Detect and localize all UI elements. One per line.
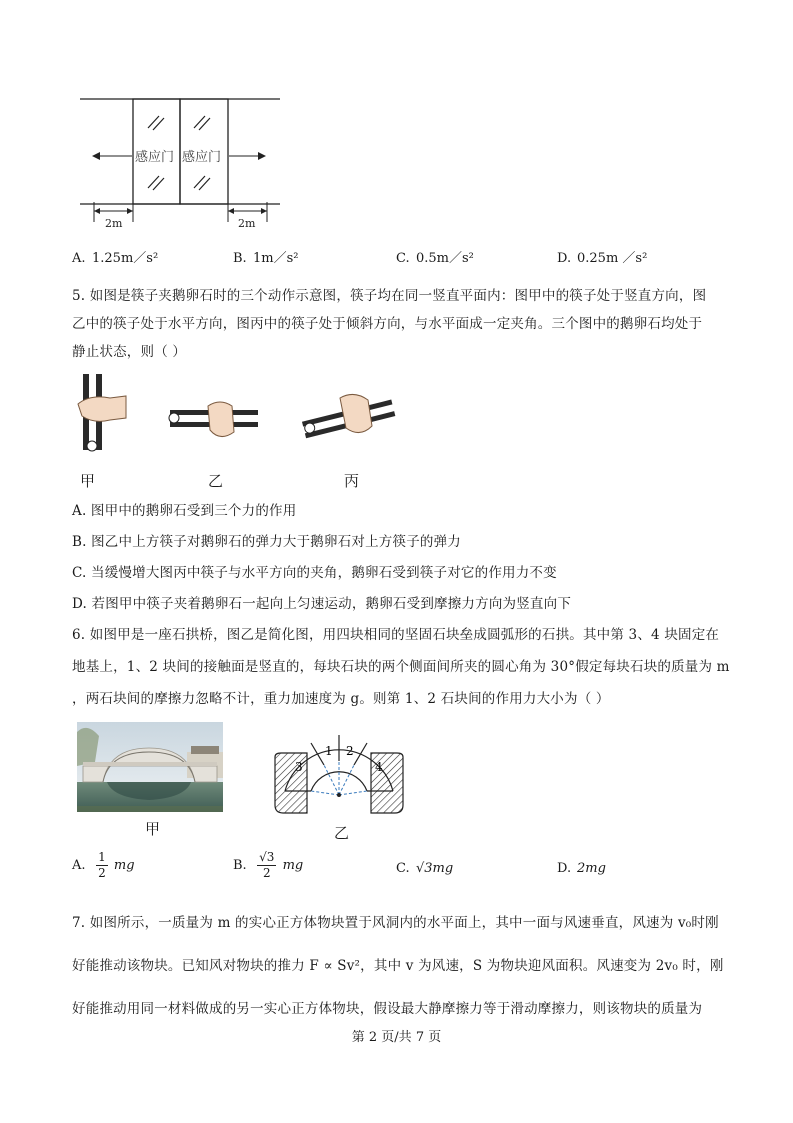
q5-option-a: A. 图甲中的鹅卵石受到三个力的作用: [72, 503, 297, 519]
q4-option-c: C. 0.5m／s²: [396, 251, 474, 266]
q6-option-c: C. √3mg: [396, 861, 454, 876]
stone-arch-diagram: [271, 727, 407, 817]
page-footer: 第 2 页/共 7 页: [351, 1030, 442, 1045]
q6-line-1: 6. 如图甲是一座石拱桥，图乙是简化图，用四块相同的坚固石块垒成圆弧形的石拱。其中第 3、4 块固定在: [72, 627, 720, 643]
q5-option-b: B. 图乙中上方筷子对鹅卵石的弹力大于鹅卵石对上方筷子的弹力: [72, 534, 462, 550]
q6-caption-jia: 甲: [145, 820, 161, 838]
q6-option-a: A. $\frac{1}{2}$ mg: [72, 850, 135, 880]
q5-option-d: D. 若图甲中筷子夹着鹅卵石一起向上匀速运动，鹅卵石受到摩擦力方向为竖直向下: [72, 596, 572, 612]
q5-caption-jia: 甲: [80, 472, 96, 490]
q7-line-1: 7. 如图所示，一质量为 m 的实心正方体物块置于风洞内的水平面上，其中一面与风速垂直，风速为 v₀时刚: [72, 915, 719, 931]
q4-option-d: D. 0.25m ／s²: [557, 251, 648, 266]
dim-left-label: 2m: [105, 217, 123, 230]
q6-a-fraction: $\frac{1}{2}$: [98, 850, 106, 880]
dim-right-label: 2m: [238, 217, 256, 230]
sensor-door-figure: [76, 94, 286, 234]
q6-line-3: ，两石块间的摩擦力忽略不计，重力加速度为 g。则第 1、2 石块间的作用力大小为（ ）: [72, 691, 610, 707]
chopsticks-figure: [70, 372, 430, 452]
arch-block-4: 4: [375, 760, 383, 774]
door-left-label: 感应门: [135, 150, 175, 165]
q6-line-2: 地基上，1、2 块间的接触面是竖直的，每块石块的两个侧面间所夹的圆心角为 30°假定每块石块的质量为 m: [72, 659, 730, 675]
q4-option-b: B. 1m／s²: [233, 251, 299, 266]
q6-option-b: B. $\frac{√3}{2}$ mg: [233, 850, 304, 880]
stone-bridge-photo: [77, 722, 223, 812]
arch-block-2: 2: [346, 744, 354, 758]
q5-caption-bing: 丙: [344, 472, 360, 490]
door-right-label: 感应门: [182, 150, 222, 165]
q5-caption-yi: 乙: [208, 472, 224, 490]
arch-block-3: 3: [295, 760, 303, 774]
q5-line-2: 乙中的筷子处于水平方向，图丙中的筷子处于倾斜方向，与水平面成一定夹角。三个图中的鹅卵石均处于: [72, 316, 703, 332]
q6-b-fraction: $\frac{√3}{2}$: [259, 850, 275, 880]
arch-block-1: 1: [325, 744, 333, 758]
q5-option-c: C. 当缓慢增大图丙中筷子与水平方向的夹角，鹅卵石受到筷子对它的作用力不变: [72, 565, 557, 581]
q6-caption-yi: 乙: [334, 824, 350, 842]
q5-line-3: 静止状态，则（ ）: [72, 344, 187, 360]
q7-line-2: 好能推动该物块。已知风对物块的推力 F ∝ Sv²，其中 v 为风速，S 为物块迎风面积。风速变为 2v₀ 时，刚: [72, 958, 724, 974]
q5-line-1: 5. 如图是筷子夹鹅卵石时的三个动作示意图，筷子均在同一竖直平面内：图甲中的筷子处于竖直方向，图: [72, 288, 707, 304]
q4-option-a: A. 1.25m／s²: [72, 251, 159, 266]
q6-option-d: D. 2mg: [557, 861, 606, 876]
q7-line-3: 好能推动用同一材料做成的另一实心正方体物块，假设最大静摩擦力等于滑动摩擦力，则该物块的质量为: [72, 1001, 703, 1017]
